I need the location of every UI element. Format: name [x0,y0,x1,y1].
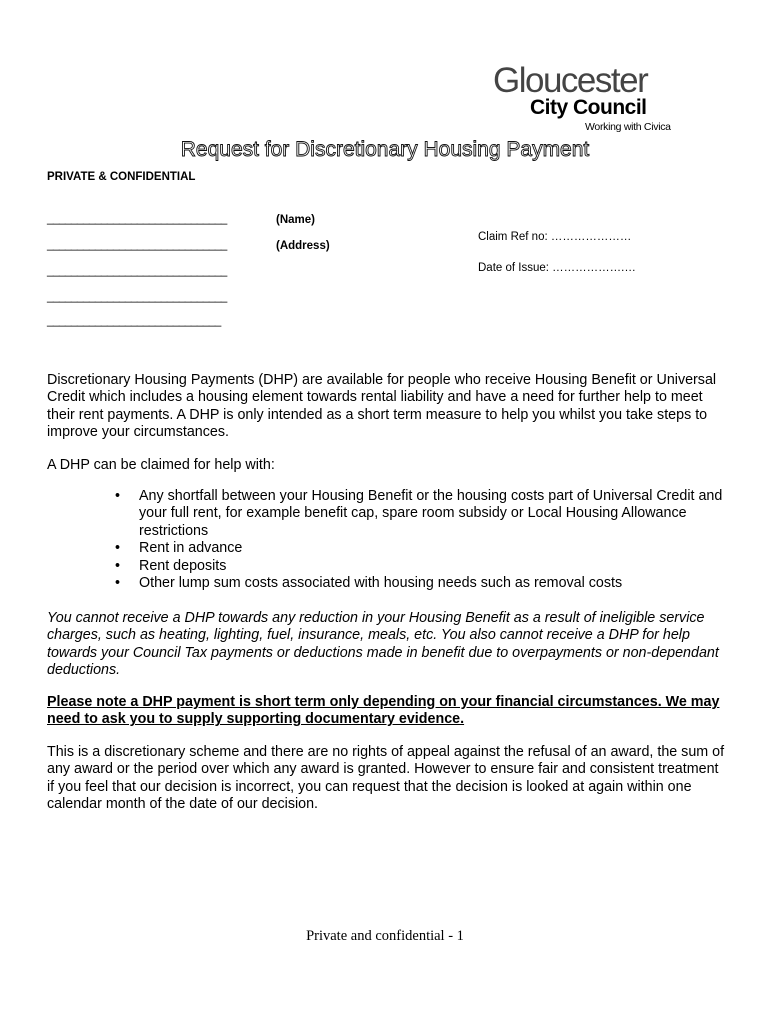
eligible-costs-list [104,488,724,592]
logo-subtitle: City Council [530,96,647,119]
address-line-1: ______________________________ [47,239,227,251]
page-footer: Private and confidential - 1 [306,928,464,944]
bullet-marker: • [115,540,121,557]
private-confidential-label: PRIVATE & CONFIDENTIAL [47,171,196,183]
list-item-text: Other lump sum costs associated with housing needs such as removal costs [139,575,623,592]
logo-tagline: Working with Civica [585,121,671,133]
list-item-text: Rent in advance [139,540,243,557]
address-line-2: ______________________________ [47,265,227,277]
list-item [104,488,724,540]
list-item [104,575,724,592]
claim-intro: A DHP can be claimed for help with: [47,457,275,473]
logo-wordmark: Gloucester [493,61,648,100]
list-item-text: Any shortfall between your Housing Benefit or the housing costs part of Universal Credit and your full rent, for example benefit cap, spare room subsidy or Local Housing Allowance restrictions [139,488,723,539]
address-line-4: _____________________________ [47,315,221,327]
address-label: (Address) [276,240,330,252]
intro-paragraph: Discretionary Housing Payments (DHP) are available for people who receive Housing Benefit or Universal Credit which includes a housing element towards rental liability and have a need for further help to meet their rent payments. A DHP is only intended as a short term measure to help you whilst you take steps to improve your circumstances. [47,372,717,441]
date-of-issue-field: Date of Issue: ……………….… [478,262,636,274]
council-logo [493,62,698,134]
list-item [104,540,724,557]
list-item-text: Rent deposits [139,557,227,574]
address-line-3: ______________________________ [47,291,227,303]
list-item [104,558,724,575]
bullet-marker: • [115,557,121,574]
evidence-note: Please note a DHP payment is short term only depending on your financial circumstances. We may need to ask you to supply supporting documentary evidence. [47,694,720,728]
name-line: ______________________________ [47,213,227,225]
bullet-marker: • [115,575,121,592]
bullet-marker: • [115,488,121,504]
appeal-paragraph: This is a discretionary scheme and there are no rights of appeal against the refusal of an award, the sum of any award or the period over which any award is granted. However to ensure fair and consistent treatment if you feel that our decision is incorrect, you can request that the decision is looked at again within one calendar month of the date of our decision. [47,744,725,813]
document-title: Request for Discretionary Housing Payment [180,138,590,161]
name-label: (Name) [276,214,315,226]
claim-ref-field: Claim Ref no: ………………… [478,231,632,243]
exclusions-paragraph: You cannot receive a DHP towards any reduction in your Housing Benefit as a result of ineligible service charges, such as heating, lighting, fuel, insurance, meals, etc. You also cannot receive a DHP for help towards your Council Tax payments or deductions made in benefit due to overpayments or non-dependant deductions. [47,610,719,679]
